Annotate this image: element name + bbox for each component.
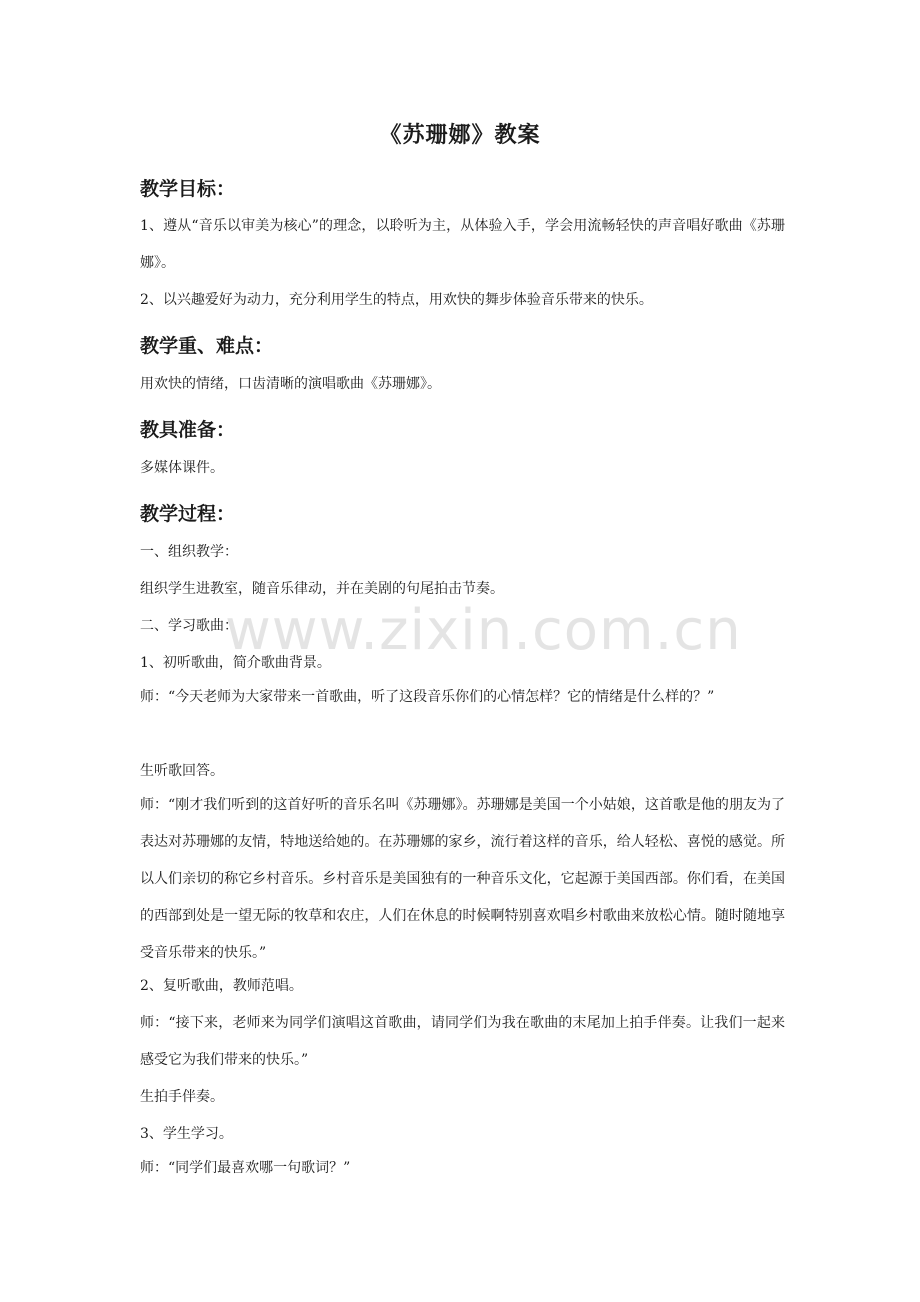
process-step-organize: 一、组织教学： — [140, 544, 238, 560]
materials-paragraph: 多媒体课件。 — [140, 460, 224, 476]
process-substep-2: 2、复听歌曲，教师范唱。 — [140, 978, 303, 994]
goal-paragraph-1: 1、遵从“音乐以审美为核心”的理念，以聆听为主，从体验入手，学会用流畅轻快的声音唱好歌曲《苏珊娜》。 — [140, 218, 785, 271]
key-points-paragraph: 用欢快的情绪，口齿清晰的演唱歌曲《苏珊娜》。 — [140, 376, 441, 392]
document-title: 《苏珊娜》教案 — [379, 123, 541, 148]
process-substep-3: 3、学生学习。 — [140, 1126, 233, 1142]
process-step-learn-song: 二、学习歌曲： — [140, 618, 238, 634]
student-response-2: 生拍手伴奏。 — [140, 1089, 224, 1105]
heading-teaching-goals: 教学目标： — [140, 178, 236, 200]
process-substep-1: 1、初听歌曲，简介歌曲背景。 — [140, 655, 331, 671]
heading-key-points: 教学重、难点： — [140, 335, 274, 357]
goal-paragraph-2: 2、以兴趣爱好为动力，充分利用学生的特点，用欢快的舞步体验音乐带来的快乐。 — [140, 292, 653, 308]
teacher-quote-2: 师：“刚才我们听到的这首好听的音乐名叫《苏珊娜》。苏珊娜是美国一个小姑娘，这首歌是他的朋友为了表达对苏珊娜的友情，特地送给她的。在苏珊娜的家乡，流行着这样的音乐，给人轻松、喜悦的感觉。所以人们亲切的称它乡村音乐。乡村音乐是美国独有的一种音乐文化，它起源于美国西部。你们看，在美国的西部到处是一望无际的牧草和农庄，人们在休息的时候啊特别喜欢唱乡村歌曲来放松心情。随时随地享受音乐带来的快乐。” — [140, 797, 785, 961]
teacher-quote-1: 师：“今天老师为大家带来一首歌曲，听了这段音乐你们的心情怎样？它的情绪是什么样的？” — [140, 689, 715, 705]
student-response-1: 生听歌回答。 — [140, 763, 224, 779]
heading-teaching-process: 教学过程： — [140, 503, 236, 525]
process-paragraph-organize: 组织学生进教室，随音乐律动，并在美剧的句尾拍击节奏。 — [140, 581, 504, 597]
teacher-quote-4: 师：“同学们最喜欢哪一句歌词？” — [140, 1160, 351, 1176]
teacher-quote-3: 师：“接下来，老师来为同学们演唱这首歌曲，请同学们为我在歌曲的末尾加上拍手伴奏。让我们一起来感受它为我们带来的快乐。” — [140, 1015, 785, 1068]
heading-materials: 教具准备： — [140, 419, 236, 441]
watermark: www.zixin.com.cn — [225, 598, 742, 663]
